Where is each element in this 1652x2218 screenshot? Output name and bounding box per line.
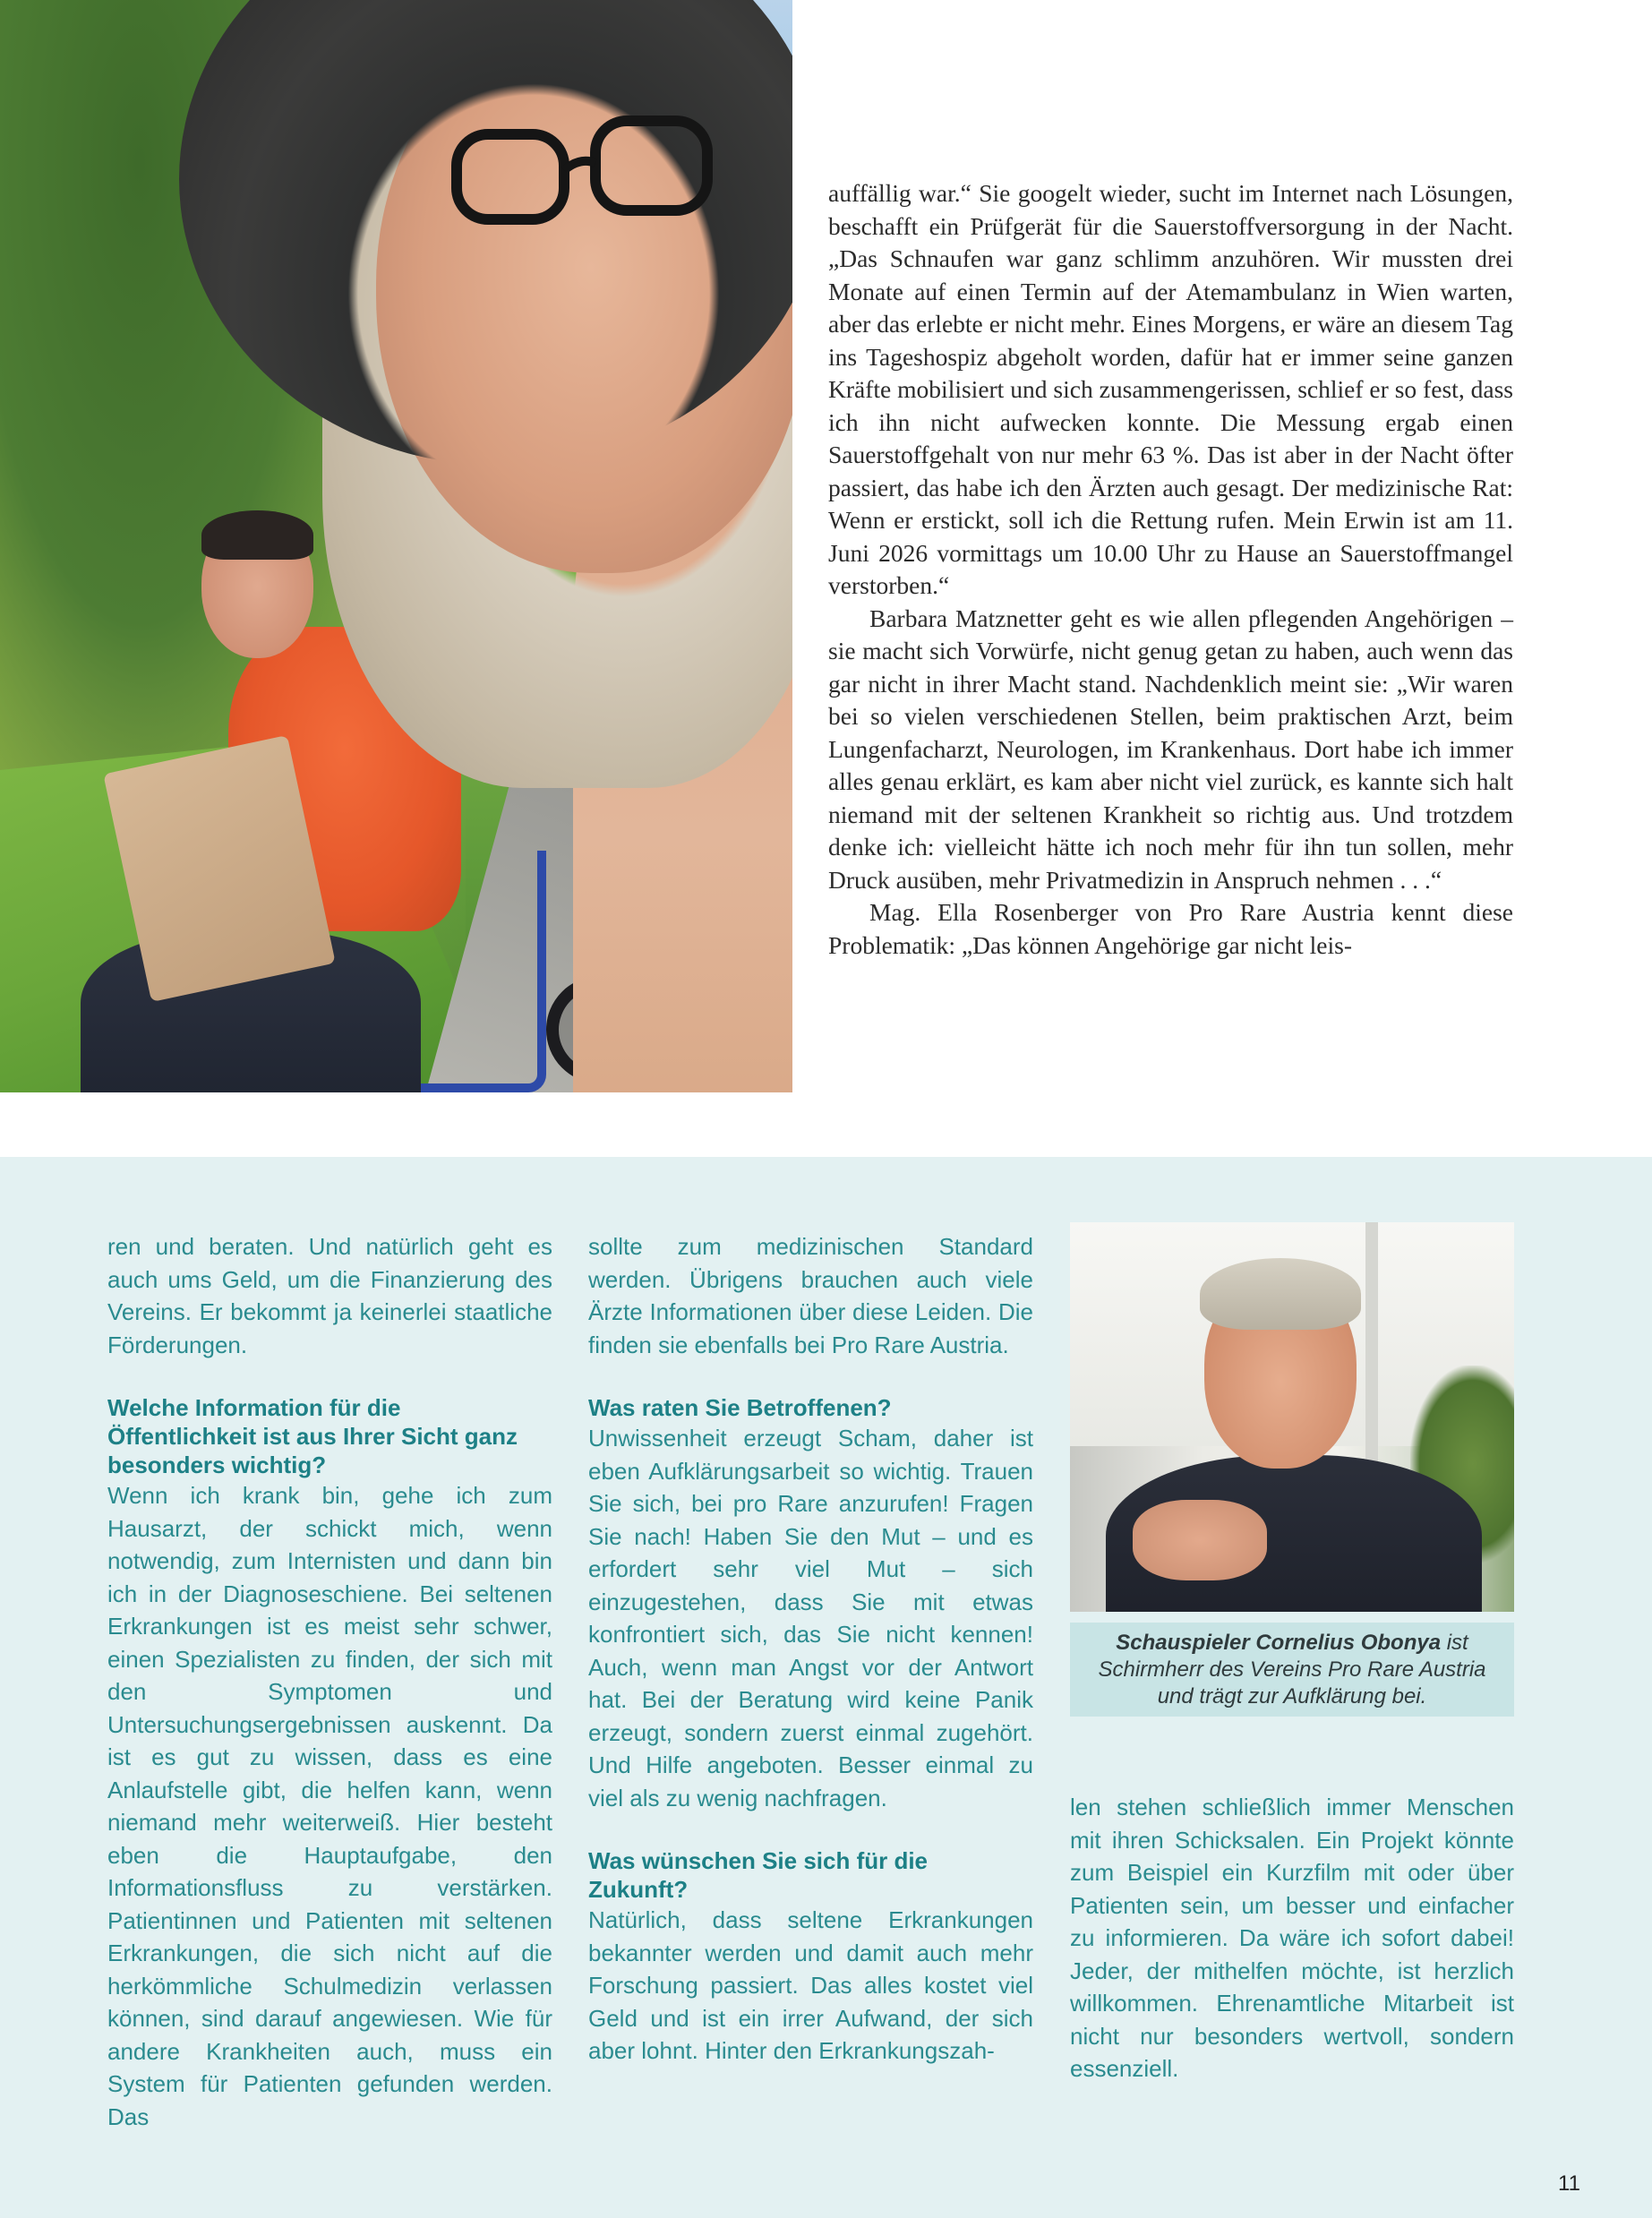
answer-text: len stehen schließlich immer Menschen mit ihren Schicksalen. Ein Projekt könnte zum Beispiel ein Kurzfilm mit oder über Patienten sein, um besser und einfacher zu informieren. Da wäre ich sofort dabei! Jeder, der mithelfen möchte, ist herzlich willkommen. Ehrenamtliche Mitarbeit ist nicht nur besonders wertvoll, sondern essenziell. bbox=[1070, 1794, 1514, 2082]
answer-text: ren und beraten. Und natürlich geht es auch ums Geld, um die Finanzierung des Vereins. Er bekommt ja keinerlei staatliche Förderungen. bbox=[107, 1233, 552, 1358]
window-frame bbox=[1365, 1222, 1378, 1491]
glasses-icon bbox=[448, 107, 716, 251]
interview-question: Was wünschen Sie sich für die Zukunft? bbox=[588, 1847, 929, 1903]
interview-question: Was raten Sie Betroffenen? bbox=[588, 1394, 892, 1421]
portrait-photo bbox=[1070, 1222, 1514, 1612]
man-hair bbox=[201, 510, 313, 560]
man-hair bbox=[1200, 1258, 1361, 1330]
interview-column-2 bbox=[588, 1230, 1033, 2068]
interview-question: Welche Information für die Öffentlichkeit ist aus Ihrer Sicht ganz besonders wichtig? bbox=[107, 1394, 518, 1478]
answer-text: Unwissenheit erzeugt Scham, daher ist eben Aufklärungsarbeit so wichtig. Trauen Sie sich, bei pro Rare anzurufen! Fragen Sie nach! Haben Sie den Mut – und es erfordert sehr viel Mut – sich einzugestehen, dass Sie mit etwas konfrontiert sich, das Sie nicht kennen! Auch, wenn man Angst vor der Antwort hat. Bei der Beratung wird keine Panik erzeugt, sondern zuerst einmal zugehört. Und Hilfe angeboten. Besser einmal zu viel als zu wenig nachfragen. bbox=[588, 1425, 1033, 1811]
answer-text: Wenn ich krank bin, gehe ich zum Hausarzt, der schickt mich, wenn notwendig, zum Internisten und dann bin ich in der Diagnoseschiene. Bei seltenen Erkrankungen ist es meist sehr schwer, einen Spezialisten zu finden, der sich mit den Symptomen und Untersuchungsergebnissen auskennt. Da ist es gut zu wissen, dass es eine Anlaufstelle gibt, die helfen kann, wenn niemand mehr weiterweiß. Hier besteht eben die Hauptaufgabe, den Informationsfluss zu verstärken. Patientinnen und Patienten mit seltenen Erkrankungen, die sich nicht auf die herkömmliche Schulmedizin verlassen können, sind darauf angewiesen. Wie für andere Krankheiten auch, muss ein System für Patienten gefunden werden. Das bbox=[107, 1482, 552, 2130]
caption-text: ist bbox=[1446, 1631, 1468, 1655]
caption-name: Schauspieler Cornelius Obonya bbox=[1116, 1631, 1442, 1655]
page-number: 11 bbox=[1558, 2171, 1580, 2196]
couple-photo bbox=[0, 0, 792, 1092]
gesturing-hand bbox=[1133, 1500, 1267, 1580]
paragraph: Barbara Matznetter geht es wie allen pflegenden Angehörigen – sie macht sich Vorwürfe, nicht genug getan zu haben, auch wenn das gar nicht in ihrer Macht stand. Nachdenklich meint sie: „Wir waren bei so vielen verschiedenen Stellen, beim praktischen Arzt, beim Lungenfacharzt, Neurologen, im Krankenhaus. Dort habe ich immer alles genau erklärt, es kam aber nicht viel zurück, es kannte sich halt niemand mit der seltenen Krankheit so richtig aus. Und trotzdem denke ich: vielleicht hätte ich noch mehr für ihn tun sollen, mehr Druck ausüben, mehr Privatmedizin in Anspruch nehmen . . .“ bbox=[828, 604, 1513, 894]
paragraph: auffällig war.“ Sie googelt wieder, sucht im Internet nach Lösungen, beschafft ein Prüfgerät für die Sauerstoffversorgung in der Nacht. „Das Schnaufen war ganz schlimm anzuhören. Wir mussten drei Monate auf einen Termin auf der Atemambulanz in Wien warten, aber das erlebte er nicht mehr. Eines Morgens, er wäre an diesem Tag ins Tageshospiz abgeholt worden, dafür hat er immer seine ganzen Kräfte mobilisiert und sich zusammengerissen, schlief er so fest, dass ich ihn nicht aufwecken konnte. Die Messung ergab einen Sauerstoffgehalt von nur mehr 63 %. Das ist aber in der Nacht öfter passiert, das habe ich den Ärzten auch gesagt. Der medizinische Rat: Wenn er erstickt, soll ich die Rettung rufen. Mein Erwin ist am 11. Juni 2026 vormittags um 10.00 Uhr zu Hause an Sauerstoffmangel verstorben.“ bbox=[828, 179, 1513, 599]
article-body-top bbox=[828, 177, 1513, 962]
caption-text: und trägt zur Aufklärung bei. bbox=[1157, 1684, 1427, 1708]
answer-text: sollte zum medizinischen Standard werden. Übrigens brauchen auch viele Ärzte Informationen über diese Leiden. Die finden sie ebenfalls bei Pro Rare Austria. bbox=[588, 1233, 1033, 1358]
caption-text: Schirmherr des Vereins Pro Rare Austria bbox=[1098, 1657, 1486, 1682]
answer-text: Natürlich, dass seltene Erkrankungen bekannter werden und damit auch mehr Forschung passiert. Das alles kostet viel Geld und ist ein irrer Aufwand, der sich aber lohnt. Hinter den Erkrankungszah- bbox=[588, 1906, 1033, 2064]
photo-caption bbox=[1070, 1623, 1514, 1717]
interview-column-1 bbox=[107, 1230, 552, 2133]
paragraph: Mag. Ella Rosenberger von Pro Rare Austria kennt diese Problematik: „Das können Angehörige gar nicht leis- bbox=[828, 898, 1513, 959]
interview-column-3 bbox=[1070, 1791, 1514, 2085]
